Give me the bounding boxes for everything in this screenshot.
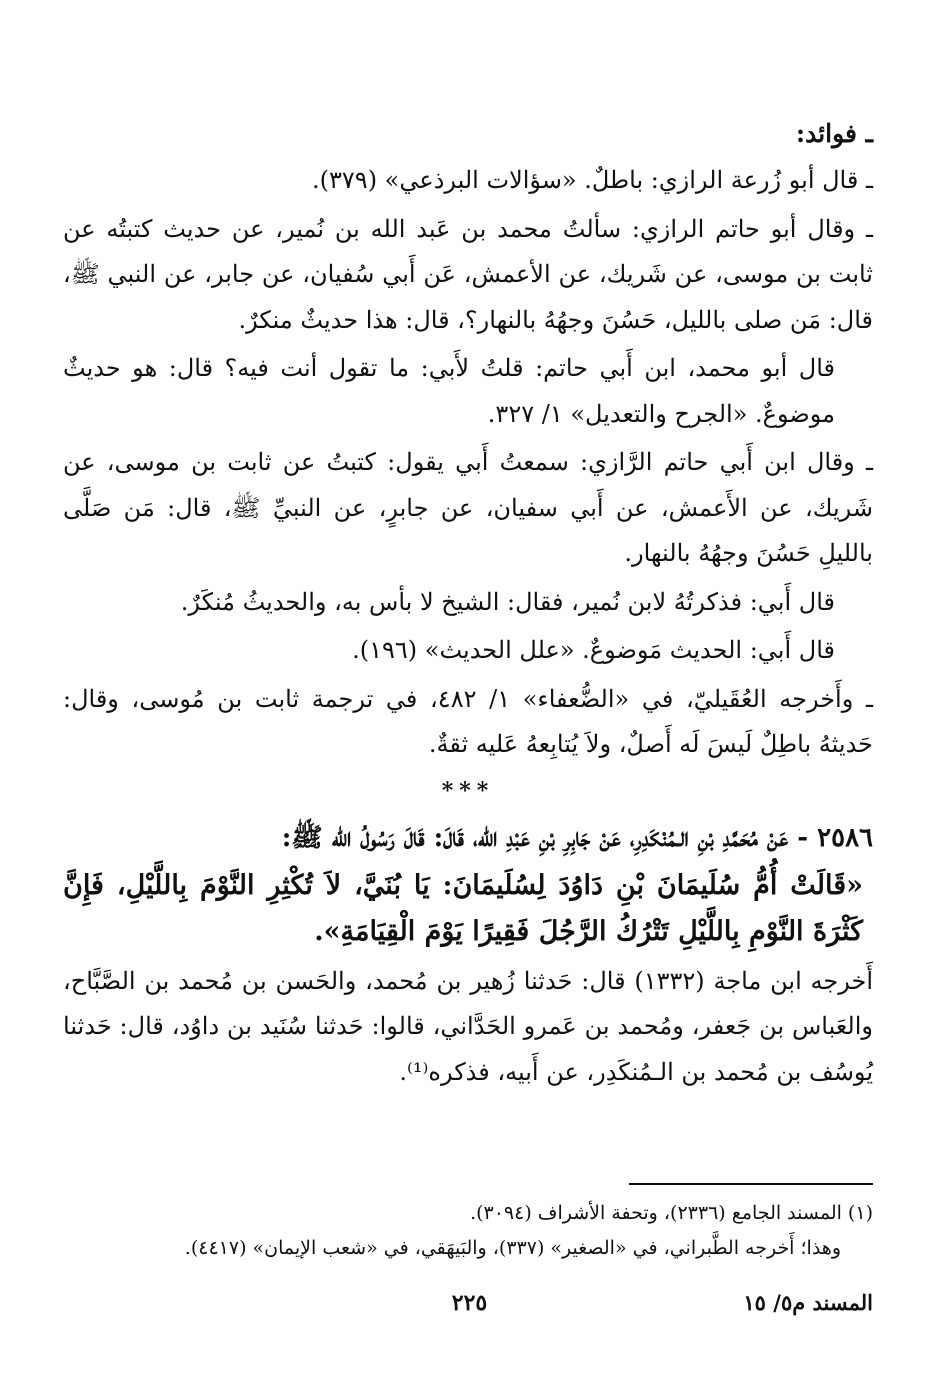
paragraph-ibn-numayr: قال أَبي: فذكرتُهُ لابن نُمير، فقال: الشيخ لا بأس به، والحديثُ مُنكَرٌ. [180,587,835,616]
signature-mark: المسند م٥/ ١٥ [743,1290,873,1315]
page-footer [66,1290,873,1330]
hadith-heading: ٢٥٨٦ - عَنْ مُحَمَّدِ بْنِ الـمُنْكَدِرِ، عَنْ جَابِرِ بْنِ عَبْدِ الله، قَالَ: قَالَ رَسُولُ الله ﷺ: [281,822,873,853]
paragraph-uqayli: ـ وأَخرجه العُقَيليّ، في «الضُّعفاء» ١/ ٤٨٢، في ترجمة ثابت بن مُوسى، وقال: حَديثهُ باطِلٌ لَيسَ لَه أَصلٌ، ولاَ يُتابِعهُ عَليه ثقةٌ. [63,684,873,758]
main-text [63,112,873,1098]
section-separator: *** [441,777,495,804]
footnotes [63,1196,873,1266]
paragraph-ibn-abi-hatim: ـ وقال ابن أَبي حاتم الرَّازي: سمعتُ أَبي يقول: كتبتُ عن ثابت بن موسى، عن شَريك، عن الأَعمش، عن أَبي سفيان، عن جابرٍ، عن النبيِّ ﷺ، قال: مَن صَلَّى بالليلِ حَسُنَ وجهُهُ بالنهار. [63,448,873,567]
paragraph-abu-zura: ـ قال أبو زُرعة الرازي: باطلٌ. «سؤالات البرذعي» (٣٧٩). [312,166,873,194]
page-number: ٢٢٥ [451,1290,488,1316]
footnote-1: (١) المسند الجامع (٢٣٣٦)، وتحفة الأشراف (٣٠٩٤). [470,1202,873,1224]
paragraph-ilal: قال أَبي: الحديث مَوضوعٌ. «علل الحديث» (١٩٦). [352,636,835,664]
paragraph-abu-muhammad: قال أبو محمد، ابن أَبي حاتم: قلتُ لأَبي: ما تقول أنت فيه؟ قال: هو حديثٌ موضوعٌ. «الجرح والتعديل» ١/ ٣٢٧. [63,354,835,428]
hadith-text: «قَالَتْ أُمُّ سُلَيمَانَ بْنِ دَاوُدَ لِسُلَيمَانَ: يَا بُنَيَّ، لاَ تُكْثِرِ النَّوْمَ بِاللَّيْلِ، فَإِنَّ كَثْرَةَ النَّوْمِ بِاللَّيْلِ تَتْرُكُ الرَّجُلَ فَقِيرًا يَوْمَ الْقِيَامَةِ». [63,869,863,947]
footnote-2: وهذا؛ أَخرجه الطَّبراني، في «الصغير» (٣٣٧)، والبَيهَقي، في «شعب الإيمان» (٤٤١٧). [184,1237,841,1259]
paragraph-takhrij: أَخرجه ابن ماجة (١٣٣٢) قال: حَدثنا زُهير بن مُحمد، والحَسن بن مُحمد بن الصَّبَّاح، والعَباس بن جَعفر، ومُحمد بن عَمرو الحَدَّاني، قالوا: حَدثنا سُنَيد بن داوُد، قال: حَدثنا يُوسُف بن مُحمد بن الـمُنكَدِر، عن أَبيه، فذكره⁽¹⁾. [63,966,874,1086]
paragraph-abu-hatim: ـ وقال أبو حاتم الرازي: سألتُ محمد بن عَبد الله بن نُمير، عن حديث كتبتُه عن ثابت بن موسى، عن شَريك، عن الأعمش، عَن أَبي سُفيان، عن جابر، عن النبي ﷺ، قال: مَن صلى بالليل، حَسُنَ وجهُهُ بالنهار؟، قال: هذا حديثٌ منكرٌ. [63,214,874,334]
footnote-rule [629,1183,873,1185]
section-heading: ـ فوائد: [795,119,873,148]
